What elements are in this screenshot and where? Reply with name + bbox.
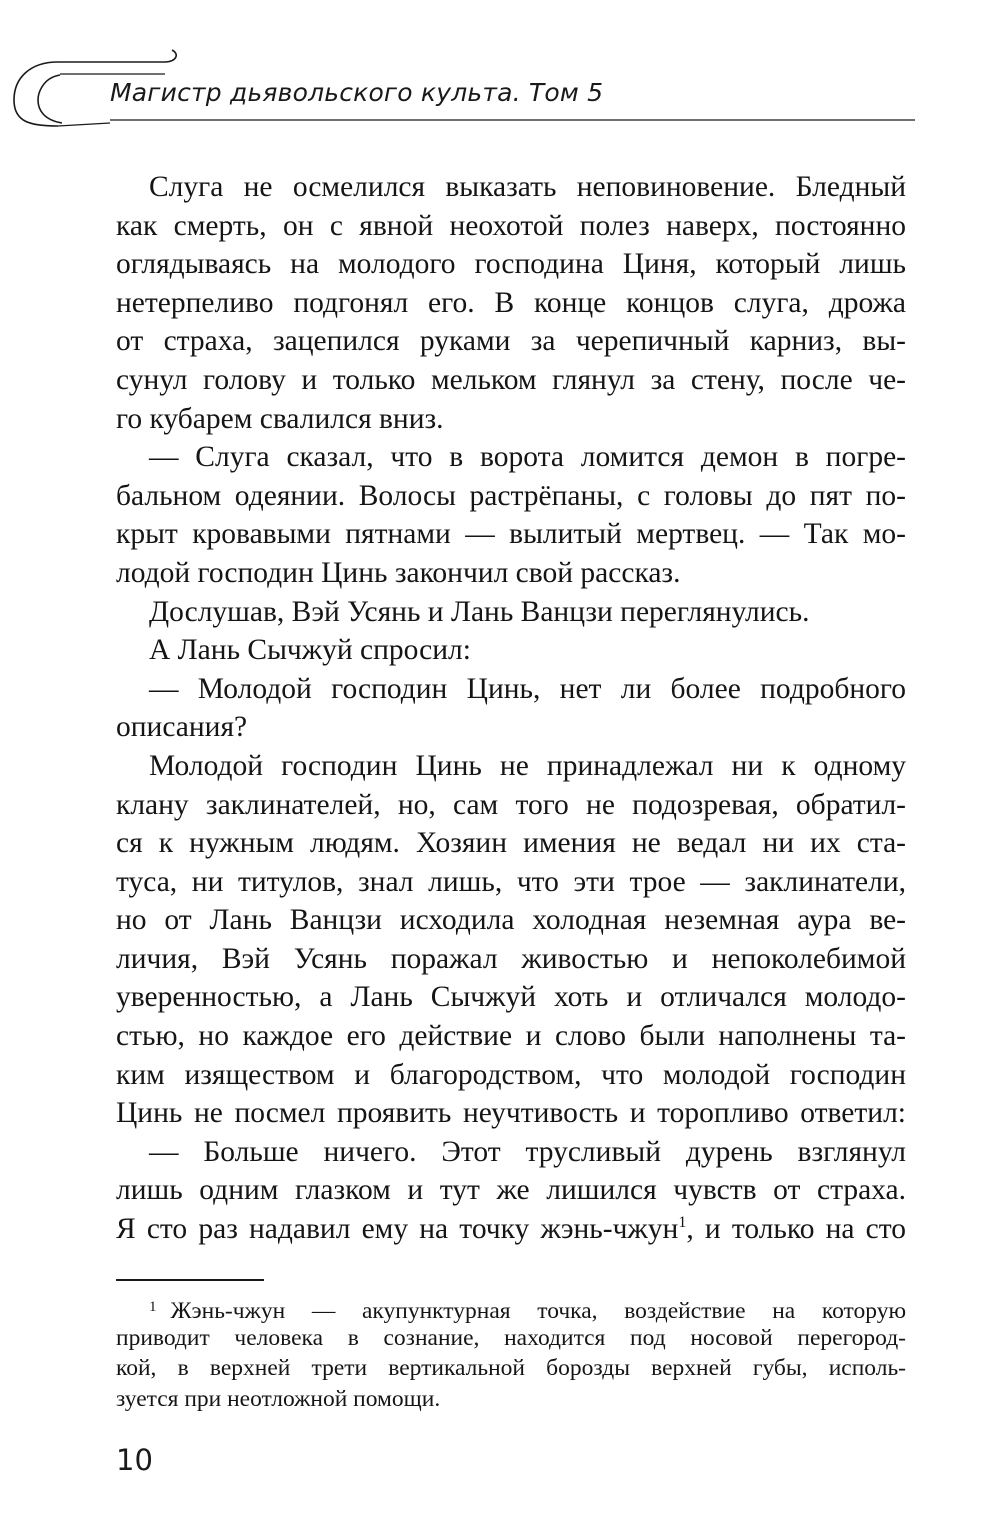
text-line: уверенностью, а Лань Сычжуй хоть и отличался молодо- [116,981,906,1014]
text-line: но от Лань Ванцзи исходила холодная неземная аура ве- [116,904,906,937]
text-line: сунул голову и только мельком глянул за стену, после че- [116,363,906,396]
body-text [116,168,906,1249]
text-line: — Слуга сказал, что в ворота ломится демон в погре- [149,441,906,474]
text-line: стью, но каждое его действие и слово были наполнены та- [116,1020,906,1053]
text-line: как смерть, он с явной неохотой полез наверх, постоянно [116,209,906,242]
text-line: оглядываясь на молодого господина Циня, который лишь [116,248,906,281]
footnote-text: Жэнь-чжун — акупунктурная точка, воздействие на которую [170,1298,906,1324]
text-line: Цинь не посмел проявить неучтивость и торопливо ответил: [116,1097,906,1130]
text-line: личия, Вэй Усянь поражал живостью и непоколебимой [116,942,906,975]
text-line: бальном одеянии. Волосы растрёпаны, с головы до пят по- [116,479,906,512]
text-line: клану заклинателей, но, сам того не подозревая, обратил- [116,788,906,821]
footnote [116,1292,906,1414]
text-line: ким изяществом и благородством, что молодой господин [116,1058,906,1091]
text-line: Слуга не осмелился выказать неповиновение. Бледный [149,171,906,203]
page-number: 10 [116,1443,153,1477]
text-line: лодой господин Цинь закончил свой рассказ. [116,556,681,589]
text-line: — Больше ничего. Этот трусливый дурень взглянул [149,1135,906,1168]
text-line: ся к нужным людям. Хозяин имения не ведал ни их ста- [116,827,906,860]
footnote-line [116,1292,906,1323]
footnote-line: кой, в верхней трети вертикальной борозды верхней губы, исполь- [116,1355,906,1381]
footnote-marker: 1 [149,1299,157,1315]
text-line: го кубарем свалился вниз. [116,402,444,435]
text-line: Дослушав, Вэй Усянь и Лань Ванцзи переглянулись. [149,595,810,628]
footnote-line: зуется при неотложной помощи. [116,1385,441,1412]
text-line: лишь одним глазком и тут же лишился чувств от страха. [116,1174,906,1207]
running-header-title: Магистр дьявольского культа. Том 5 [110,78,604,107]
text-line [116,1210,906,1249]
text-line: — Молодой господин Цинь, нет ли более подробного [149,672,906,705]
text-segment: , и только на сто [686,1213,907,1246]
text-line: А Лань Сычжуй спросил: [149,634,471,667]
text-line: описания? [116,711,248,744]
text-line: туса, ни титулов, знал лишь, что эти трое — заклинатели, [116,865,906,898]
text-segment: Я сто раз надавил ему на точку жэнь-чжун [116,1213,679,1246]
text-line: нетерпеливо подгонял его. В конце концов слуга, дрожа [116,286,906,319]
text-line: Молодой господин Цинь не принадлежал ни к одному [149,749,906,782]
text-line: крыт кровавыми пятнами — вылитый мертвец. — Так мо- [116,518,906,551]
text-line: от страха, зацепился руками за черепичный карниз, вы- [116,325,906,358]
footnote-line: приводит человека в сознание, находится под носовой перегород- [116,1324,906,1351]
footnote-rule [116,1279,264,1281]
footnote-reference[interactable]: 1 [678,1214,687,1232]
header-ornament [0,0,1000,140]
